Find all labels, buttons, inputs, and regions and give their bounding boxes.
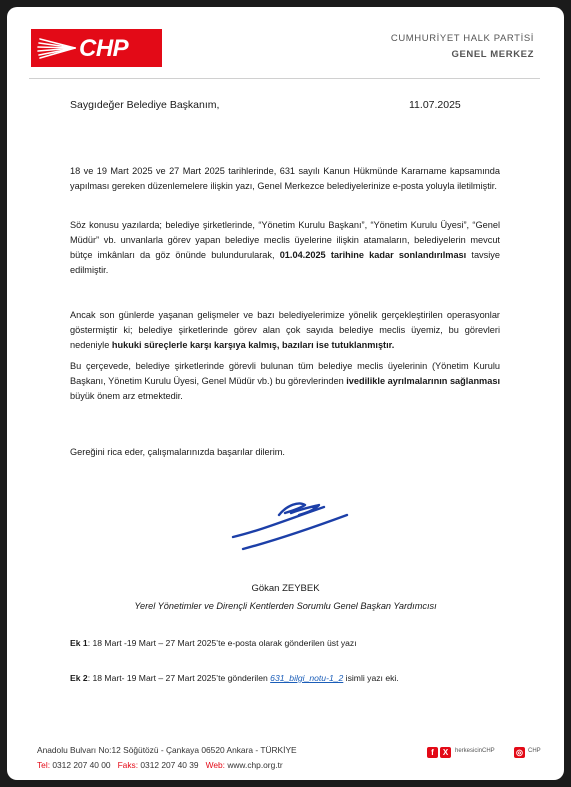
footer-address: Anadolu Bulvarı No:12 Söğütözü - Çankaya 06520 Ankara - TÜRKİYE [37,745,297,755]
x-icon[interactable]: X [440,747,451,758]
chp-logo [31,29,162,67]
letter-date: 11.07.2025 [409,99,461,111]
facebook-icon[interactable]: f [427,747,438,758]
social-handle: herkesicinCHP [455,748,495,754]
handwritten-signature [229,493,359,553]
social-handle-2: CHP [528,748,541,754]
signer-title: Yerel Yönetimler ve Dirençli Kentlerden Sorumlu Genel Başkan Yardımcısı [134,601,437,611]
letter-page [7,7,564,780]
annex-1: Ek 1: 18 Mart -19 Mart – 27 Mart 2025’te e-posta olarak gönderilen üst yazı [70,638,357,648]
department-name: GENEL MERKEZ [451,49,534,60]
salutation: Saygıdeğer Belediye Başkanım, [70,99,220,111]
paragraph-closing: Gereğini rica eder, çalışmalarınızda başarılar dilerim. [70,447,285,457]
footer-contact: Tel: 0312 207 40 00 Faks: 0312 207 40 39 Web: www.chp.org.tr [37,760,283,770]
attachment-link[interactable]: 631_bilgi_notu-1_2 [270,673,344,683]
paragraph-4: Bu çerçevede, belediye şirketlerinde görevli bulunan tüm belediye meclis üyelerinin (Yönetim Kurulu Başkanı, Yönetim Kurulu Üyesi, Genel Müdür vb.) bu görevlerinden ivedilikle ayrılmalarının sağlanması büyük önem arz etmektedir. [70,361,500,401]
annex-2: Ek 2: 18 Mart- 19 Mart – 27 Mart 2025’te gönderilen 631_bilgi_notu-1_2 isimli yazı eki. [70,673,399,683]
party-name: CUMHURİYET HALK PARTİSİ [390,33,534,44]
instagram-icon[interactable]: ◎ [514,747,525,758]
signer-name: Gökan ZEYBEK [251,583,320,594]
paragraph-3: Ancak son günlerde yaşanan gelişmeler ve bazı belediyelerimize yönelik gerçekleştirilen operasyonlar göstermiştir ki; belediye şirketlerinde görev alan çok sayıda belediye meclis üyemiz, bu görevleri nedeniyle hukuki süreçlerle karşı karşıya kalmış, bazıları ise tutuklanmıştır. [70,310,500,350]
paragraph-1: 18 ve 19 Mart 2025 ve 27 Mart 2025 tarihlerinde, 631 sayılı Kanun Hükmünde Kararname kapsamında yapılması gereken düzenlemelere ilişkin yazı, Genel Merkezce belediyelerinize e-posta yoluyla iletilmiştir. [70,166,500,191]
six-arrows-icon [37,37,77,59]
party-header [391,33,534,60]
header-divider [29,78,540,79]
paragraph-2: Söz konusu yazılarda; belediye şirketlerinde, “Yönetim Kurulu Başkanı”, “Yönetim Kurulu Üyesi”, “Genel Müdür” vb. unvanlarla görev yapan belediye meclis üyelerine ilişkin atamaların, belediyelerin mevcut bütçe imkânları da göz önünde bulundurularak, 01.04.2025 tarihine kadar sonlandırılması tavsiye edilmiştir. [70,220,500,275]
logo-text: CHP [79,35,129,62]
website-link[interactable]: www.chp.org.tr [227,760,283,770]
